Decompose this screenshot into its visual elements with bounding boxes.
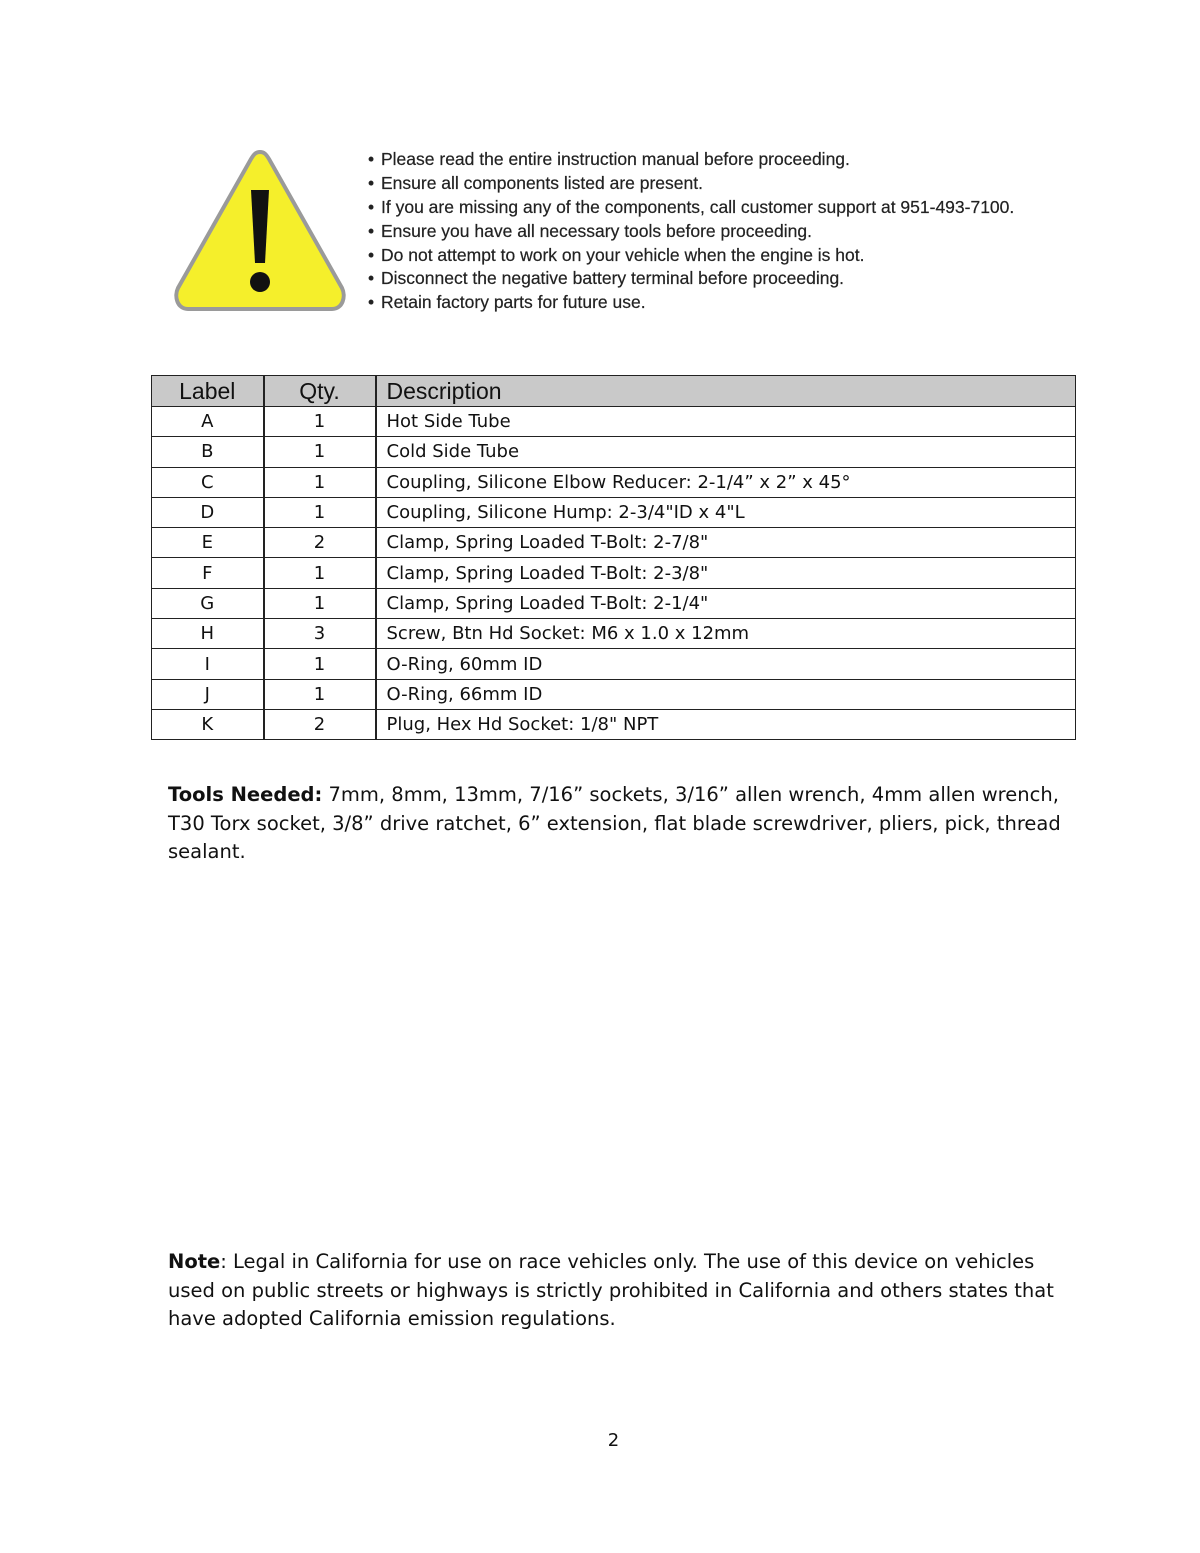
cell-qty: 2: [264, 528, 376, 558]
cell-qty: 1: [264, 497, 376, 527]
bullet-components-present: • Ensure all components listed are present.: [368, 172, 1014, 196]
header-label: Label: [152, 376, 264, 407]
cell-label: J: [152, 679, 264, 709]
header-qty: Qty.: [264, 376, 376, 407]
bullet-read-manual: • Please read the entire instruction manual before proceeding.: [368, 148, 1014, 172]
cell-label: B: [152, 437, 264, 467]
note-heading: Note: [168, 1250, 221, 1273]
table-row: [152, 679, 1076, 709]
cell-qty: 1: [264, 437, 376, 467]
cell-description: Clamp, Spring Loaded T-Bolt: 2-1/4": [376, 588, 1076, 618]
table-row: [152, 407, 1076, 437]
cell-label: G: [152, 588, 264, 618]
table-row: [152, 558, 1076, 588]
cell-qty: 1: [264, 649, 376, 679]
cell-qty: 1: [264, 407, 376, 437]
cell-label: A: [152, 407, 264, 437]
table-row: [152, 437, 1076, 467]
warning-triangle-icon: [172, 148, 348, 313]
bullet-retain-parts: • Retain factory parts for future use.: [368, 291, 1014, 315]
cell-qty: 1: [264, 558, 376, 588]
table-row: [152, 497, 1076, 527]
safety-bullet-list: [368, 148, 1014, 315]
bullet-necessary-tools: • Ensure you have all necessary tools before proceeding.: [368, 220, 1014, 244]
cell-label: C: [152, 467, 264, 497]
warning-block: [172, 148, 1072, 323]
page-number: 2: [607, 1430, 620, 1451]
note-text: : Legal in California for use on race vehicles only. The use of this device on vehicles used on public streets or highways is strictly prohibited in California and others states that have adopted California emission regulations.: [168, 1250, 1054, 1331]
tools-heading: Tools Needed:: [168, 783, 323, 806]
cell-qty: 1: [264, 588, 376, 618]
table-row: [152, 619, 1076, 649]
header-description: Description: [376, 376, 1076, 407]
cell-description: Plug, Hex Hd Socket: 1/8" NPT: [376, 709, 1076, 739]
cell-description: Hot Side Tube: [376, 407, 1076, 437]
cell-label: D: [152, 497, 264, 527]
cell-description: O-Ring, 66mm ID: [376, 679, 1076, 709]
parts-table: [151, 375, 1076, 740]
cell-description: Clamp, Spring Loaded T-Bolt: 2-3/8": [376, 558, 1076, 588]
cell-description: Clamp, Spring Loaded T-Bolt: 2-7/8": [376, 528, 1076, 558]
cell-description: Coupling, Silicone Hump: 2-3/4"ID x 4"L: [376, 497, 1076, 527]
tools-text: 7mm, 8mm, 13mm, 7/16” sockets, 3/16” allen wrench, 4mm allen wrench, T30 Torx socket, 3/8” drive ratchet, 6” extension, flat blade screwdriver, pliers, pick, thread sealant.: [168, 783, 1061, 864]
table-row: [152, 709, 1076, 739]
cell-label: E: [152, 528, 264, 558]
tools-needed-paragraph: [168, 781, 1068, 867]
note-paragraph: [168, 1248, 1068, 1334]
table-row: [152, 528, 1076, 558]
cell-label: I: [152, 649, 264, 679]
cell-label: K: [152, 709, 264, 739]
cell-description: O-Ring, 60mm ID: [376, 649, 1076, 679]
table-row: [152, 588, 1076, 618]
table-row: [152, 649, 1076, 679]
bullet-disconnect-battery: • Disconnect the negative battery terminal before proceeding.: [368, 267, 1014, 291]
cell-description: Screw, Btn Hd Socket: M6 x 1.0 x 12mm: [376, 619, 1076, 649]
cell-label: H: [152, 619, 264, 649]
cell-description: Coupling, Silicone Elbow Reducer: 2-1/4” x 2” x 45°: [376, 467, 1076, 497]
table-header-row: [152, 376, 1076, 407]
bullet-customer-support: • If you are missing any of the components, call customer support at 951-493-7100.: [368, 196, 1014, 220]
cell-label: F: [152, 558, 264, 588]
cell-description: Cold Side Tube: [376, 437, 1076, 467]
cell-qty: 1: [264, 679, 376, 709]
bullet-engine-hot: • Do not attempt to work on your vehicle when the engine is hot.: [368, 244, 1014, 268]
table-row: [152, 467, 1076, 497]
cell-qty: 1: [264, 467, 376, 497]
cell-qty: 3: [264, 619, 376, 649]
cell-qty: 2: [264, 709, 376, 739]
